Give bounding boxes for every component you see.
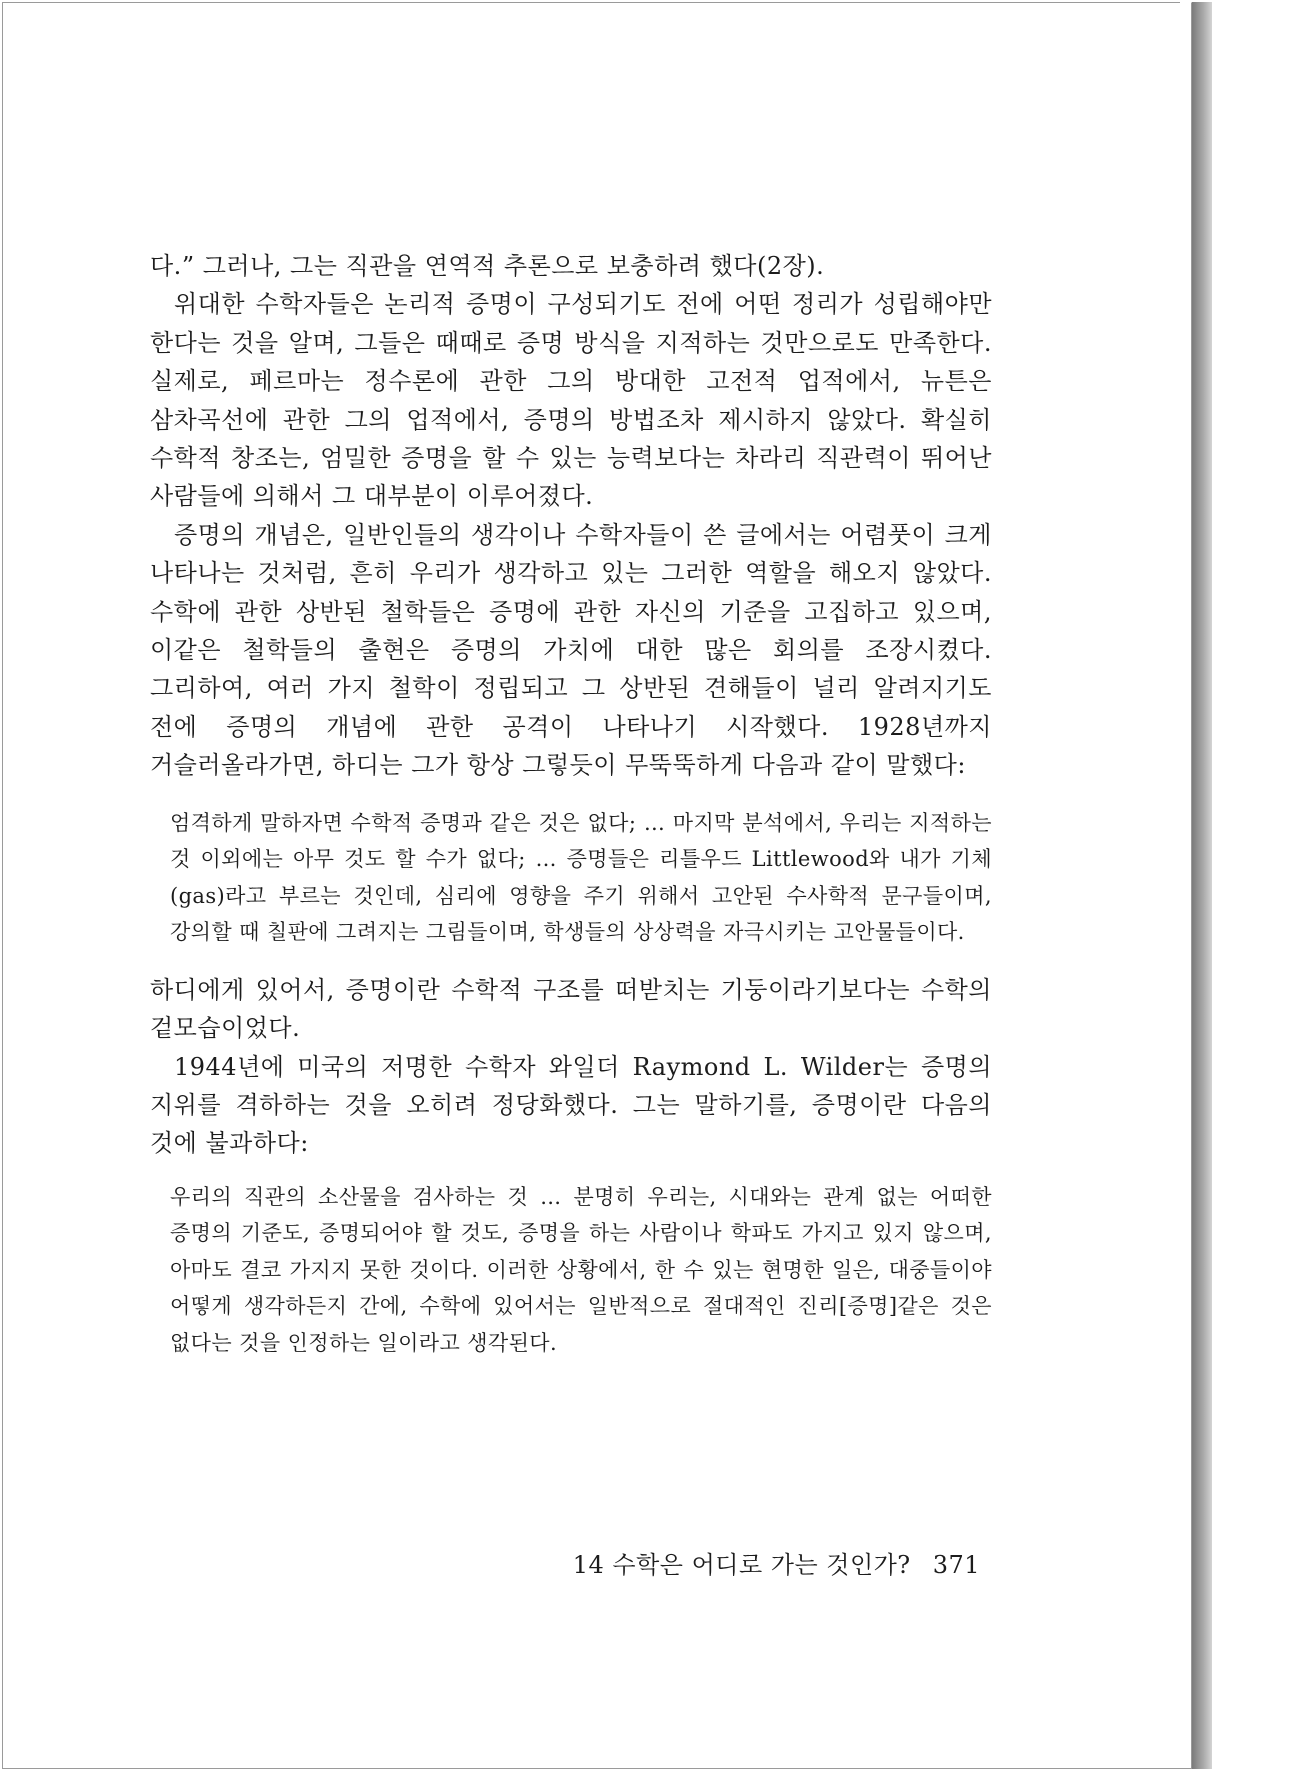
paragraph-4: 하디에게 있어서, 증명이란 수학적 구조를 떠받치는 기둥이라기보다는 수학의 겉모습이었다. — [150, 975, 992, 1043]
paragraph-5: 1944년에 미국의 저명한 수학자 와일더 Raymond L. Wilder는 증명의 지위를 격하하는 것을 오히려 정당화했다. 그는 말하기를, 증명이란 다음의 것에 불과하다: — [150, 1052, 992, 1158]
page-corner-fold — [1180, 0, 1194, 14]
running-footer-chapter: 14 수학은 어디로 가는 것인가? — [572, 1551, 911, 1579]
paragraph-1: 다.” 그러나, 그는 직관을 연역적 추론으로 보충하려 했다(2장). — [150, 252, 825, 280]
block-quote-wilder: 우리의 직관의 소산물을 검사하는 것 … 분명히 우리는, 시대와는 관계 없는 어떠한 증명의 기준도, 증명되어야 할 것도, 증명을 하는 사람이나 학파도 가지고 있지 않으며, 아마도 결코 가지지 못한 것이다. 이러한 상황에서, 한 수 있는 현명한 일은, 대중들이야 어떻게 생각하든지 간에, 수학에 있어서는 일반적으로 절대적인 진리[증명]같은 것은 없다는 것을 인정하는 일이라고 생각된다. — [170, 1184, 992, 1355]
block-quote-hardy: 엄격하게 말하자면 수학적 증명과 같은 것은 없다; … 마지막 분석에서, 우리는 지적하는 것 이외에는 아무 것도 할 수가 없다; … 증명들은 리틀우드 Littlewood와 내가 기체(gas)라고 부르는 것인데, 심리에 영향을 주기 위해서 고안된 수사학적 문구들이며, 강의할 때 칠판에 그려지는 그림들이며, 학생들의 상상력을 자극시키는 고안물들이다. — [170, 810, 992, 945]
page-number: 371 — [932, 1551, 980, 1579]
page-footer — [560, 1545, 980, 1580]
paragraph-2: 위대한 수학자들은 논리적 증명이 구성되기도 전에 어떤 정리가 성립해야만 한다는 것을 알며, 그들은 때때로 증명 방식을 지적하는 것만으로도 만족한다. 실제로, 페르마는 정수론에 관한 그의 방대한 고전적 업적에서, 뉴튼은 삼차곡선에 관한 그의 업적에서, 증명의 방법조차 제시하지 않았다. 확실히 수학적 창조는, 엄밀한 증명을 할 수 있는 능력보다는 차라리 직관력이 뛰어난 사람들에 의해서 그 대부분이 이루어졌다. — [150, 290, 992, 511]
page-edge-shadow — [1192, 2, 1212, 1769]
page-body — [150, 247, 992, 1381]
paragraph-3: 증명의 개념은, 일반인들의 생각이나 수학자들이 쓴 글에서는 어렴풋이 크게 나타나는 것처럼, 흔히 우리가 생각하고 있는 그러한 역할을 해오지 않았다. 수학에 관한 상반된 철학들은 증명에 관한 자신의 기준을 고집하고 있으며, 이같은 철학들의 출현은 증명의 가치에 대한 많은 회의를 조장시켰다. 그리하여, 여러 가지 철학이 정립되고 그 상반된 견해들이 널리 알려지기도 전에 증명의 개념에 관한 공격이 나타나기 시작했다. 1928년까지 거슬러올라가면, 하디는 그가 항상 그렇듯이 무뚝뚝하게 다음과 같이 말했다: — [150, 520, 992, 780]
